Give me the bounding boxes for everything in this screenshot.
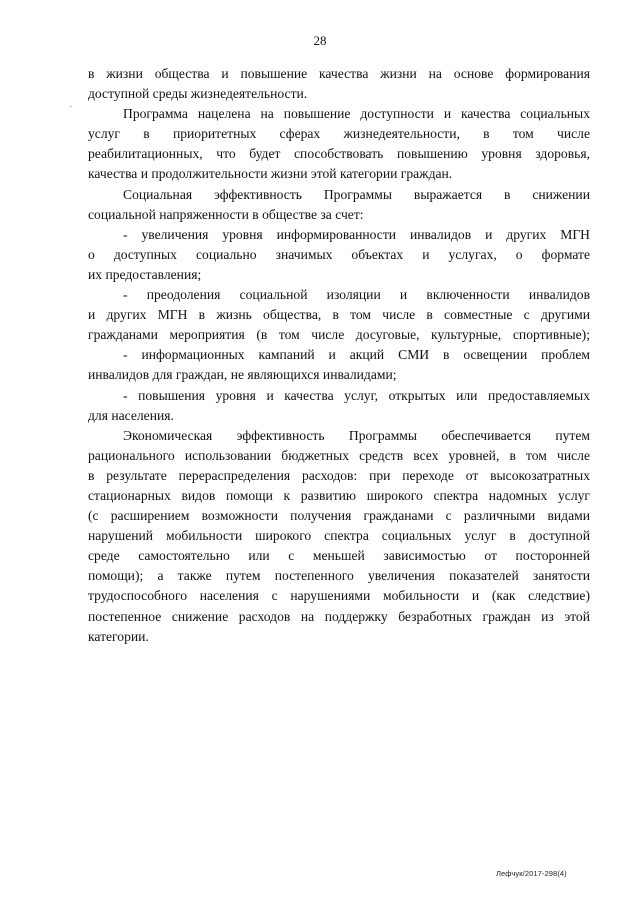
text-line: реабилитационных, что будет способствовать повышению уровня здоровья, [88,146,590,162]
text-line: постепенное снижение расходов на поддержку безработных граждан из этой [88,608,590,624]
text-line: о доступных социально значимых объектах и услугах, о формате [88,246,590,262]
text-line: доступной среды жизнедеятельности. [88,86,308,102]
body-text [88,64,590,647]
text-line: - повышения уровня и качества услуг, открытых или предоставляемых [123,387,590,403]
text-line: качества и продолжительности жизни этой категории граждан. [88,166,453,182]
text-line: нарушений мобильности широкого спектра социальных услуг в доступной [88,528,590,544]
text-line: среде самостоятельно или с меньшей зависимостью от посторонней [88,548,590,564]
text-line: - увеличения уровня информированности инвалидов и других МГН [123,226,590,242]
text-line: Социальная эффективность Программы выражается в снижении [123,186,590,202]
text-line: услуг в приоритетных сферах жизнедеятельности, в том числе [88,126,590,142]
text-line: категории. [88,628,149,644]
text-line: - информационных кампаний и акций СМИ в освещении проблем [123,347,590,363]
text-line: трудоспособного населения с нарушениями мобильности и (как следствие) [88,588,590,604]
text-line: в результате перераспределения расходов: при переходе от высокозатратных [88,467,590,483]
text-line: (с расширением возможности получения гражданами с различными видами [88,508,590,524]
text-line: и других МГН в жизнь общества, в том числе в совместные с другими [88,307,590,323]
text-line: - преодоления социальной изоляции и включенности инвалидов [123,287,590,303]
page-number: 28 [313,33,327,48]
text-line: в жизни общества и повышение качества жизни на основе формирования [88,66,590,81]
document-code: Лефчук/2017-298(4) [496,869,567,878]
text-line: рационального использовании бюджетных средств всех уровней, в том числе [88,447,590,463]
text-line: гражданами мероприятия (в том числе досуговые, культурные, спортивные); [88,327,590,343]
text-line: инвалидов для граждан, не являющихся инвалидами; [88,367,397,383]
text-line: стационарных видов помощи к развитию широкого спектра надомных услуг [88,487,590,503]
text-line: помощи); а также путем постепенного увеличения показателей занятости [88,568,590,584]
text-line: их предоставления; [88,266,202,282]
text-line: социальной напряженности в обществе за счет: [88,206,364,222]
text-line: Экономическая эффективность Программы обеспечивается путем [123,427,590,443]
text-line: для населения. [88,407,174,423]
text-line: Программа нацелена на повышение доступности и качества социальных [123,106,590,122]
margin-mark [70,106,72,107]
